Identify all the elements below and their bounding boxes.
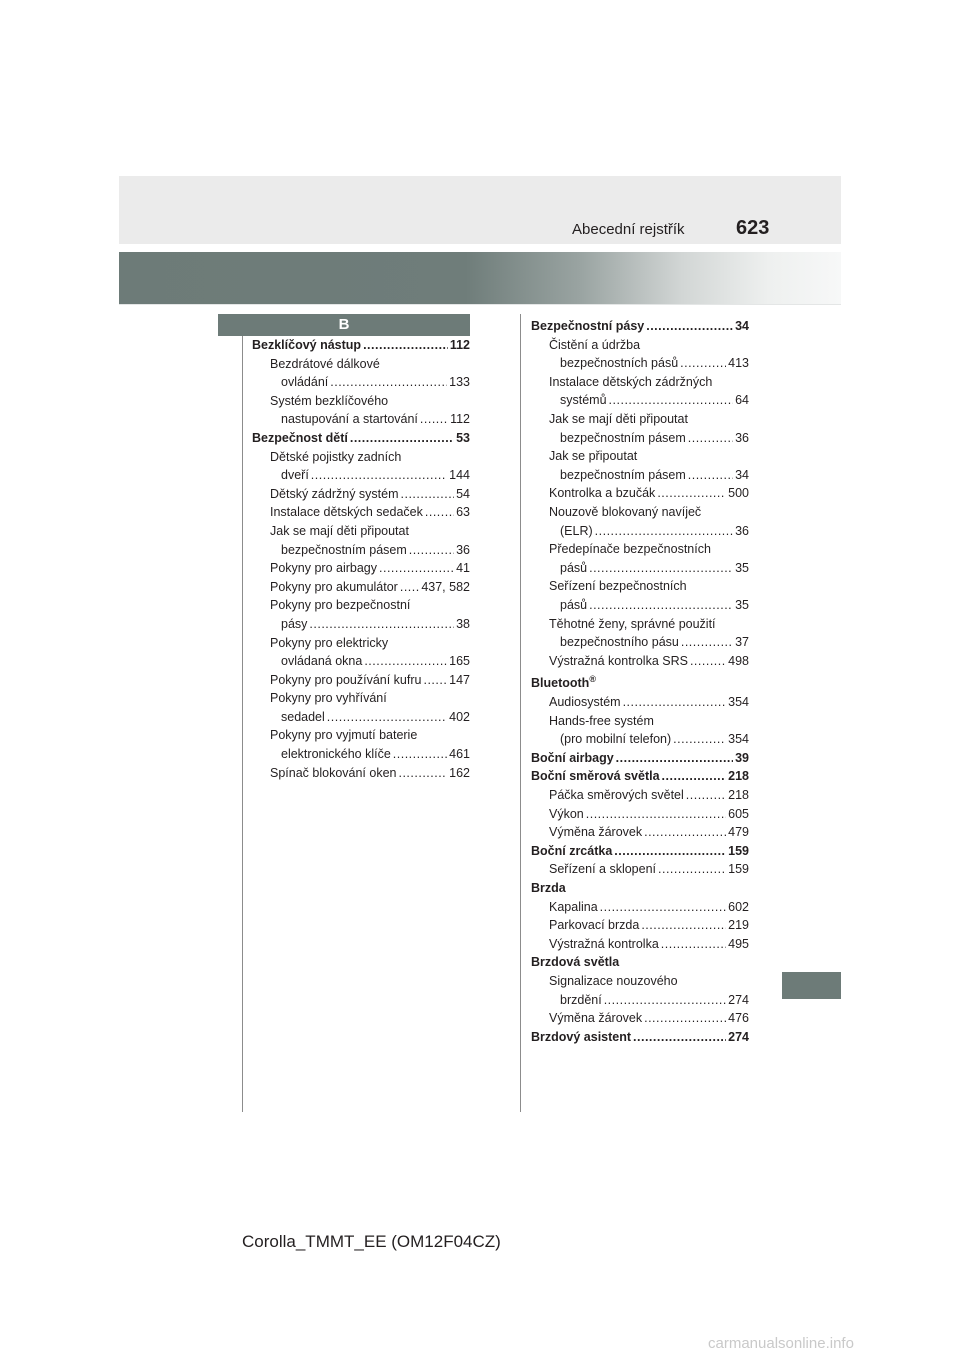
dot-leader (425, 503, 454, 522)
index-entry-page: 36 (456, 542, 470, 557)
dot-leader (330, 373, 447, 392)
index-entry (531, 916, 749, 935)
index-entry-label: Výstražná kontrolka SRS (549, 653, 688, 668)
index-entry (531, 466, 749, 485)
index-entry-label: bezpečnostním pásem (281, 542, 407, 557)
dot-leader (614, 842, 726, 861)
index-entry-page: 39 (735, 750, 749, 765)
index-entry (252, 726, 470, 745)
index-entry-page: 63 (456, 505, 470, 520)
index-entry (252, 336, 470, 355)
dot-leader (658, 860, 726, 879)
index-entry-label: elektronického klíče (281, 747, 391, 762)
chapter-side-tab (782, 972, 841, 999)
index-entry-label: bezpečnostním pásem (560, 430, 686, 445)
index-entry-page: 605 (728, 806, 749, 821)
index-entry-label: dveří (281, 468, 309, 483)
index-entry (252, 708, 470, 727)
dot-leader (623, 693, 727, 712)
index-entry-label: systémů (560, 393, 607, 408)
index-entry-page: 38 (456, 616, 470, 631)
dot-leader (604, 991, 726, 1010)
index-entry-label: Pokyny pro elektricky (270, 635, 389, 650)
index-entry-label: Nouzově blokovaný navíječ (549, 504, 702, 519)
index-entry-label: Páčka směrových světel (549, 788, 684, 802)
index-entry-label: pásů (560, 597, 588, 612)
index-entry (252, 429, 470, 448)
dot-leader (589, 596, 733, 615)
index-entry-page: 34 (735, 467, 749, 482)
index-entry-page: 500 (728, 486, 749, 501)
index-entry-page: 274 (728, 1029, 749, 1044)
dot-leader (586, 805, 726, 824)
index-entry-page: 133 (449, 375, 470, 390)
index-entry-label: Boční směrová světla (531, 769, 660, 784)
index-entry-label: Instalace dětských sedaček (270, 505, 423, 520)
index-entry (531, 712, 749, 731)
index-entry-label: Hands-free systém (549, 713, 654, 728)
section-letter-header: B (218, 314, 470, 336)
dot-leader (641, 916, 726, 935)
index-entry-page: 159 (728, 843, 749, 858)
index-entry-label: Audiosystém (549, 695, 621, 710)
index-entry-label: Pokyny pro vyjmutí baterie (270, 728, 418, 743)
dot-leader (379, 559, 454, 578)
index-entry (531, 429, 749, 448)
index-entry (531, 503, 749, 522)
header-gradient-band (119, 252, 841, 304)
index-entry-label: pásy (281, 616, 308, 631)
index-entry (531, 953, 749, 972)
index-entry-page: 354 (728, 695, 749, 710)
index-entry-page: 274 (728, 992, 749, 1007)
index-entry-page: 354 (728, 732, 749, 747)
index-entry (531, 767, 749, 786)
index-entry-page: 112 (450, 412, 470, 427)
index-entry (252, 596, 470, 615)
dot-leader (600, 898, 726, 917)
dot-leader (644, 1009, 726, 1028)
watermark: carmanualsonline.info (708, 1335, 854, 1352)
index-entry (531, 596, 749, 615)
index-entry-label: Bluetooth® (531, 674, 596, 691)
document-footer: Corolla_TMMT_EE (OM12F04CZ) (242, 1232, 501, 1251)
index-entry-label: Pokyny pro používání kufru (270, 672, 422, 687)
index-entry-page: 53 (456, 430, 470, 445)
index-entry (531, 540, 749, 559)
dot-leader (688, 466, 733, 485)
index-entry-page: 37 (735, 635, 749, 650)
index-entry (531, 615, 749, 634)
index-entry (531, 670, 749, 693)
index-entry (531, 935, 749, 954)
index-entry-page: 41 (456, 561, 470, 576)
header-bar (119, 176, 841, 244)
dot-leader (409, 541, 454, 560)
index-entry-page: 159 (728, 862, 749, 877)
index-entry-page: 162 (449, 765, 470, 780)
index-entry (252, 485, 470, 504)
index-entry-label: ovládaná okna (281, 654, 363, 669)
dot-leader (688, 429, 733, 448)
index-entry-label: Dětský zádržný systém (270, 486, 399, 501)
index-entry-label: bezpečnostním pásem (560, 467, 686, 482)
index-entry (531, 317, 749, 336)
index-entry-label: Dětské pojistky zadních (270, 449, 402, 464)
index-entry-label: Bezdrátové dálkové (270, 356, 380, 371)
dot-leader (644, 823, 726, 842)
index-entry (531, 1009, 749, 1028)
dot-leader (363, 336, 448, 355)
dot-leader (673, 730, 726, 749)
index-entry-page: 476 (728, 1011, 749, 1026)
dot-leader (364, 652, 447, 671)
index-entry (531, 693, 749, 712)
index-entry-page: 36 (735, 430, 749, 445)
index-entry-label: Instalace dětských zádržných (549, 374, 713, 389)
index-entry-page: 165 (449, 654, 470, 669)
index-entry-label: Kontrolka a bzučák (549, 486, 656, 501)
index-entry (531, 447, 749, 466)
index-entry-label: Boční zrcátka (531, 843, 613, 858)
index-entry-label: Boční airbagy (531, 750, 614, 765)
index-entry (252, 578, 470, 597)
index-entry-label: Pokyny pro airbagy (270, 561, 378, 576)
dot-leader (393, 745, 447, 764)
dot-leader (327, 708, 447, 727)
index-entry (252, 745, 470, 764)
index-entry-label: bezpečnostních pásů (560, 356, 679, 371)
index-entry-label: Systém bezklíčového (270, 393, 389, 408)
index-entry (252, 392, 470, 411)
dot-leader (633, 1028, 726, 1047)
index-entry-label: Bezpečnostní pásy (531, 319, 645, 333)
index-entry-label: Předepínače bezpečnostních (549, 542, 711, 557)
index-entry-label: Výstražná kontrolka (549, 936, 659, 951)
page-number: 623 (736, 217, 770, 239)
index-entry (531, 898, 749, 917)
index-entry-page: 147 (449, 672, 470, 687)
index-entry-label: Čistění a údržba (549, 337, 641, 352)
index-entry-page: 402 (449, 709, 470, 724)
index-entry-label: Pokyny pro bezpečnostní (270, 598, 411, 613)
dot-leader (400, 578, 419, 597)
index-entry (252, 634, 470, 653)
index-entry-label: ovládání (281, 375, 329, 390)
index-entry-page: 218 (728, 769, 749, 784)
index-entry (531, 786, 749, 805)
index-entry-label: Bezpečnost dětí (252, 430, 348, 445)
dot-leader (401, 485, 455, 504)
index-entry (252, 373, 470, 392)
index-entry-label: Signalizace nouzového (549, 973, 678, 988)
left-column-rule (242, 314, 243, 1112)
index-entry (252, 355, 470, 374)
index-entry-label: pásů (560, 560, 588, 575)
dot-leader (690, 652, 726, 671)
index-entry (531, 410, 749, 429)
dot-leader (680, 354, 726, 373)
index-entry-page: 54 (456, 486, 470, 501)
index-entry-page: 144 (449, 468, 470, 483)
index-entry-label: Výkon (549, 806, 584, 821)
index-entry-page: 602 (728, 899, 749, 914)
index-entry (531, 1028, 749, 1047)
dot-leader (681, 633, 733, 652)
index-entry-label: Pokyny pro vyhřívání (270, 691, 387, 706)
band-divider (119, 304, 841, 305)
index-entry (531, 354, 749, 373)
index-entry (531, 391, 749, 410)
dot-leader (661, 935, 726, 954)
index-entry (531, 860, 749, 879)
dot-leader (646, 317, 733, 336)
index-entry-label: Seřízení bezpečnostních (549, 579, 687, 594)
index-entry-label: bezpečnostního pásu (560, 635, 679, 650)
dot-leader (398, 764, 447, 783)
index-entry-label: Parkovací brzda (549, 918, 640, 933)
index-entry-label: Výměna žárovek (549, 825, 643, 840)
index-entry (531, 336, 749, 355)
dot-leader (589, 559, 733, 578)
index-entry (531, 484, 749, 503)
index-entry (531, 991, 749, 1010)
index-entry (252, 764, 470, 783)
index-entry-label: Jak se připoutat (549, 449, 638, 464)
index-entry-page: 35 (735, 560, 749, 575)
dot-leader (350, 429, 454, 448)
dot-leader (423, 671, 447, 690)
section-title: Abecední rejstřík (572, 221, 685, 238)
index-entry-label: Pokyny pro akumulátor (270, 579, 398, 594)
index-entry (531, 559, 749, 578)
index-entry-page: 479 (728, 825, 749, 840)
index-entry (531, 823, 749, 842)
index-entry-label: Spínač blokování oken (270, 765, 397, 780)
index-entry (252, 410, 470, 429)
index-entry-label: Brzda (531, 880, 566, 895)
index-entry (252, 652, 470, 671)
dot-leader (657, 484, 726, 503)
index-entry (252, 689, 470, 708)
index-entry-page: 64 (735, 393, 749, 408)
index-entry-label: nastupování a startování (281, 412, 418, 427)
dot-leader (595, 522, 733, 541)
index-entry-label: Seřízení a sklopení (549, 862, 657, 877)
index-entry-label: Brzdový asistent (531, 1029, 632, 1044)
index-entry-label: sedadel (281, 709, 325, 724)
index-entry (531, 972, 749, 991)
index-entry-label: Brzdová světla (531, 955, 620, 970)
index-entry (531, 842, 749, 861)
index-entry-label: (pro mobilní telefon) (560, 732, 672, 747)
index-entry (531, 749, 749, 768)
index-entry (252, 503, 470, 522)
index-entry-page: 498 (728, 653, 749, 668)
index-entry (252, 466, 470, 485)
index-entry (531, 522, 749, 541)
index-entry-label: Bezklíčový nástup (252, 338, 362, 352)
index-entry (252, 671, 470, 690)
index-entry-label: (ELR) (560, 523, 593, 538)
dot-leader (609, 391, 734, 410)
index-entry-label: Výměna žárovek (549, 1011, 643, 1026)
dot-leader (420, 410, 448, 429)
index-entry (252, 615, 470, 634)
index-entry (252, 559, 470, 578)
index-entry-label: Jak se mají děti připoutat (270, 523, 409, 538)
dot-leader (309, 615, 454, 634)
index-entry-page: 495 (728, 936, 749, 951)
index-entry-page: 461 (449, 747, 470, 762)
index-entry-page: 36 (735, 523, 749, 538)
index-entry-page: 413 (728, 356, 749, 371)
index-entry (531, 633, 749, 652)
index-entry-page: 35 (735, 597, 749, 612)
index-column-right (531, 317, 749, 1046)
index-entry (531, 373, 749, 392)
index-entry (531, 879, 749, 898)
index-entry (252, 522, 470, 541)
index-entry-page: 219 (728, 918, 749, 933)
index-entry-page: 218 (728, 788, 749, 802)
index-entry-page: 437, 582 (421, 579, 470, 594)
dot-leader (686, 786, 726, 805)
middle-column-rule (520, 314, 521, 1112)
dot-leader (311, 466, 447, 485)
index-entry-label: brzdění (560, 992, 602, 1007)
index-entry (531, 730, 749, 749)
index-entry (252, 541, 470, 560)
dot-leader (616, 749, 733, 768)
index-column-left (252, 336, 470, 782)
index-entry (531, 805, 749, 824)
index-entry-label: Těhotné ženy, správné použití (549, 616, 716, 631)
index-entry (531, 652, 749, 671)
index-entry-label: Jak se mají děti připoutat (549, 411, 688, 426)
dot-leader (662, 767, 727, 786)
index-entry-page: 34 (735, 319, 749, 333)
index-entry (252, 448, 470, 467)
registered-mark: ® (589, 674, 596, 685)
index-entry (531, 577, 749, 596)
index-entry-label: Kapalina (549, 899, 598, 914)
index-entry-page: 112 (449, 338, 470, 352)
